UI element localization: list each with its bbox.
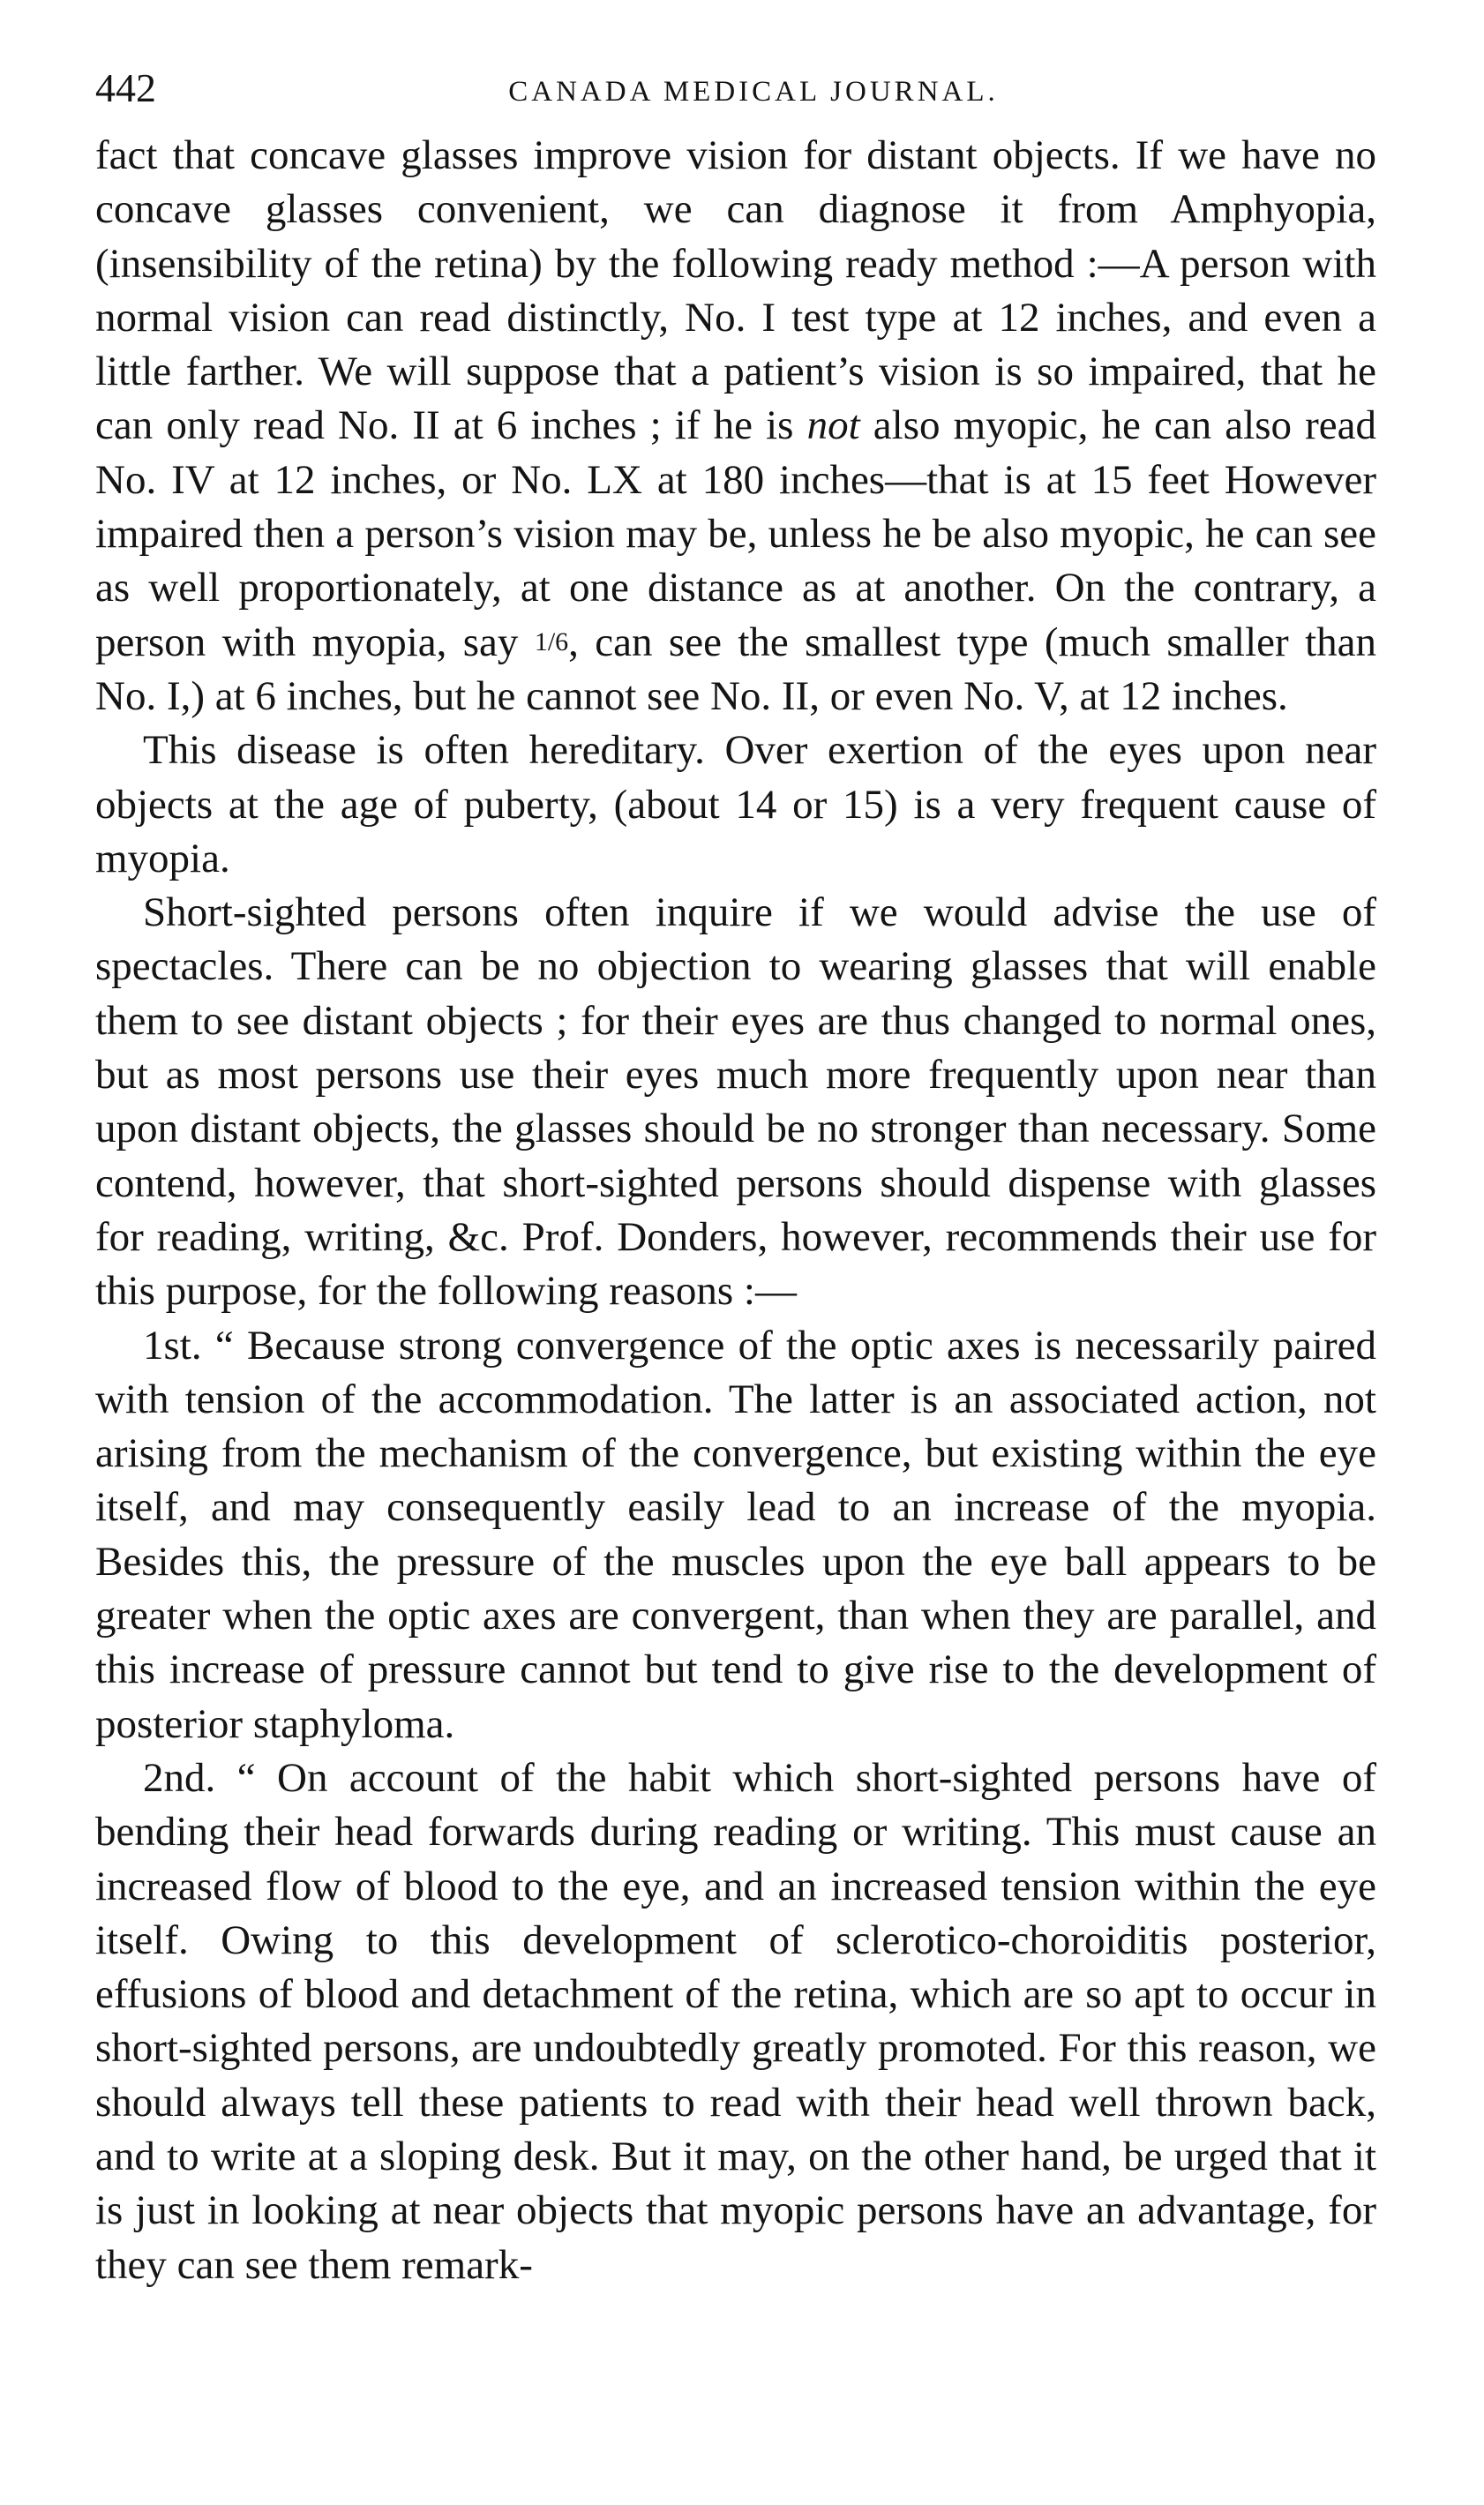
paragraph-second-reason: 2nd. “ On account of the habit which short-sighted persons have of bending their head forwards during reading or writing. This must cause an increased flow of blood to the eye, and an increased tension within the eye itself. Owing to this development of sclerotico-choroiditis posterior, effusions of blood and detachment of the retina, which are so apt to occur in short-sighted persons, are undoubtedly greatly promoted. For this reason, we should always tell these patients to read with their head well thrown back, and to write at a sloping desk. But it may, on the other hand, be urged that it is just in looking at near objects that myopic persons have an advantage, for they can see them remark- (95, 1754, 1376, 2288)
journal-page (95, 62, 1376, 2292)
journal-title: CANADA MEDICAL JOURNAL. (508, 76, 999, 108)
page-number: 442 (95, 65, 156, 110)
running-head (95, 62, 1376, 129)
paragraph-first-reason: 1st. “ Because strong convergence of the optic axes is necessarily paired with tension of the accommodation. The latter is an associated action, not arising from the mechanism of the convergence, but existing within the eye itself, and may consequently easily lead to an increase of the myopia. Besides this, the pressure of the muscles upon the eye ball appears to be greater when the optic axes are convergent, than when they are parallel, and this increase of pressure cannot but tend to give rise to the development of posterior staphyloma. (95, 1322, 1376, 1747)
paragraph-heredity: This disease is often hereditary. Over exertion of the eyes upon near objects at the age of puberty, (about 14 or 15) is a very frequent cause of myopia. (95, 727, 1376, 881)
article-body (95, 129, 1376, 2292)
fraction-one-sixth: 1/6 (534, 626, 569, 656)
emphasis-not: not (806, 402, 860, 449)
paragraph-myopia-diagnosis: fact that concave glasses improve vision for distant objects. If we have no concave glasses convenient, we can diagnose it from Amphyopia, (insensibility of the retina) by the following ready method :—A person with normal vision can read distinctly, No. I test type at 12 inches, and even a little farther. We will suppose that a patient’s vision is so impaired, that he can only read No. II at 6 inches ; if he is not also myopic, he can also read No. IV at 12 inches, or No. LX at 180 inches—that is at 15 feet However impaired then a person’s vision may be, unless he be also myopic, he can see as well proportionately, at one distance as at another. On the contrary, a person with myopia, say 1/6, can see the smallest type (much smaller than No. I,) at 6 inches, but he cannot see No. II, or even No. V, at 12 inches. (95, 132, 1376, 719)
paragraph-spectacles: Short-sighted persons often inquire if we would advise the use of spectacles. There can be no objection to wearing glasses that will enable them to see distant objects ; for their eyes are thus changed to normal ones, but as most persons use their eyes much more frequently upon near than upon distant objects, the glasses should be no stronger than necessary. Some contend, however, that short-sighted persons should dispense with glasses for reading, writing, &c. Prof. Donders, however, recommends their use for this purpose, for the following reasons :— (95, 889, 1376, 1315)
